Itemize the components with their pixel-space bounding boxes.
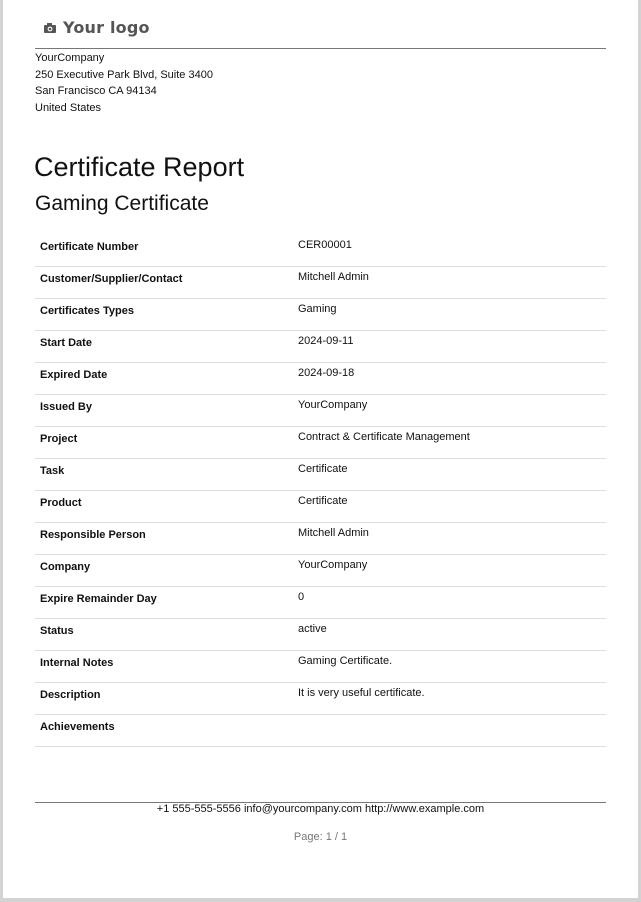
company-name: YourCompany: [35, 52, 105, 64]
company-city: San Francisco CA 94134: [35, 85, 157, 97]
company-street: 250 Executive Park Blvd, Suite 3400: [35, 68, 213, 81]
field-value: active: [298, 619, 606, 651]
field-label: Expire Remainder Day: [35, 587, 298, 619]
field-label: Description: [35, 683, 298, 715]
table-row: [35, 651, 606, 683]
table-row: [35, 299, 606, 331]
camera-icon: [43, 22, 57, 34]
table-row: [35, 363, 606, 395]
certificate-details-table: [35, 235, 606, 747]
field-label: Issued By: [35, 395, 298, 427]
field-value: Certificate: [298, 491, 606, 523]
table-row: [35, 587, 606, 619]
field-value: CER00001: [298, 235, 606, 267]
field-value: Gaming: [298, 299, 606, 331]
page-number: Page: 1 / 1: [293, 831, 348, 843]
company-address: [35, 50, 213, 116]
company-country: United States: [35, 101, 102, 114]
field-value: Certificate: [298, 459, 606, 491]
table-row: [35, 459, 606, 491]
report-page: [3, 0, 638, 898]
field-label: Responsible Person: [35, 523, 298, 555]
logo-text: Your logo: [63, 18, 150, 37]
company-logo: [43, 18, 150, 37]
header-divider: [35, 48, 606, 49]
field-value: 2024-09-18: [298, 363, 606, 395]
table-row: [35, 235, 606, 267]
field-value: It is very useful certificate.: [298, 683, 606, 715]
table-row: [35, 715, 606, 747]
field-label: Customer/Supplier/Contact: [35, 267, 298, 299]
field-label: Start Date: [35, 331, 298, 363]
report-subtitle: Gaming Certificate: [35, 192, 209, 215]
table-row: [35, 523, 606, 555]
field-value: Contract & Certificate Management: [298, 427, 606, 459]
table-row: [35, 491, 606, 523]
table-row: [35, 683, 606, 715]
field-value: 2024-09-11: [298, 331, 606, 363]
field-label: Product: [35, 491, 298, 523]
table-row: [35, 427, 606, 459]
field-value: YourCompany: [298, 555, 606, 587]
field-label: Expired Date: [35, 363, 298, 395]
field-value: Mitchell Admin: [298, 523, 606, 555]
table-row: [35, 555, 606, 587]
table-row: [35, 267, 606, 299]
report-title: Certificate Report: [34, 152, 245, 182]
field-label: Certificates Types: [35, 299, 298, 331]
table-row: [35, 619, 606, 651]
field-value: YourCompany: [298, 395, 606, 427]
field-label: Task: [35, 459, 298, 491]
field-label: Certificate Number: [35, 235, 298, 267]
field-value: 0: [298, 587, 606, 619]
field-label: Achievements: [35, 715, 298, 747]
table-row: [35, 331, 606, 363]
field-label: Project: [35, 427, 298, 459]
footer-contact: +1 555-555-5556 info@yourcompany.com http://www.example.com: [156, 803, 485, 815]
table-row: [35, 395, 606, 427]
field-value: Mitchell Admin: [298, 267, 606, 299]
field-value: [298, 715, 606, 747]
field-label: Internal Notes: [35, 651, 298, 683]
field-value: Gaming Certificate.: [298, 651, 606, 683]
field-label: Company: [35, 555, 298, 587]
field-label: Status: [35, 619, 298, 651]
